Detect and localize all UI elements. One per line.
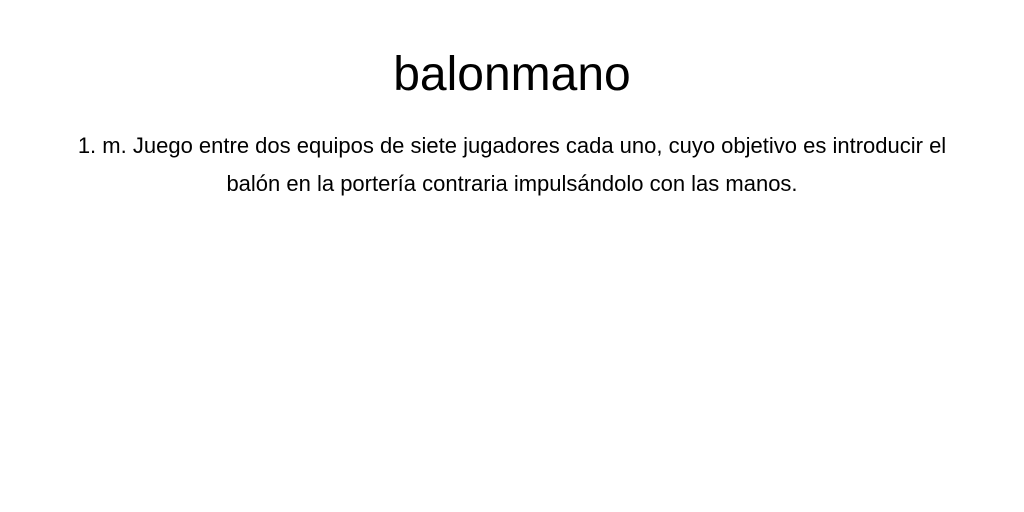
definition-number: 1. — [77, 133, 97, 158]
definition-text: Juego entre dos equipos de siete jugadores cada uno, cuyo objetivo es introducir el balón en la portería contraria impulsándolo con las manos. — [132, 133, 947, 196]
definition-1 — [72, 127, 952, 203]
entry-headword: balonmano — [393, 48, 631, 101]
definition-category: m. — [102, 133, 127, 158]
